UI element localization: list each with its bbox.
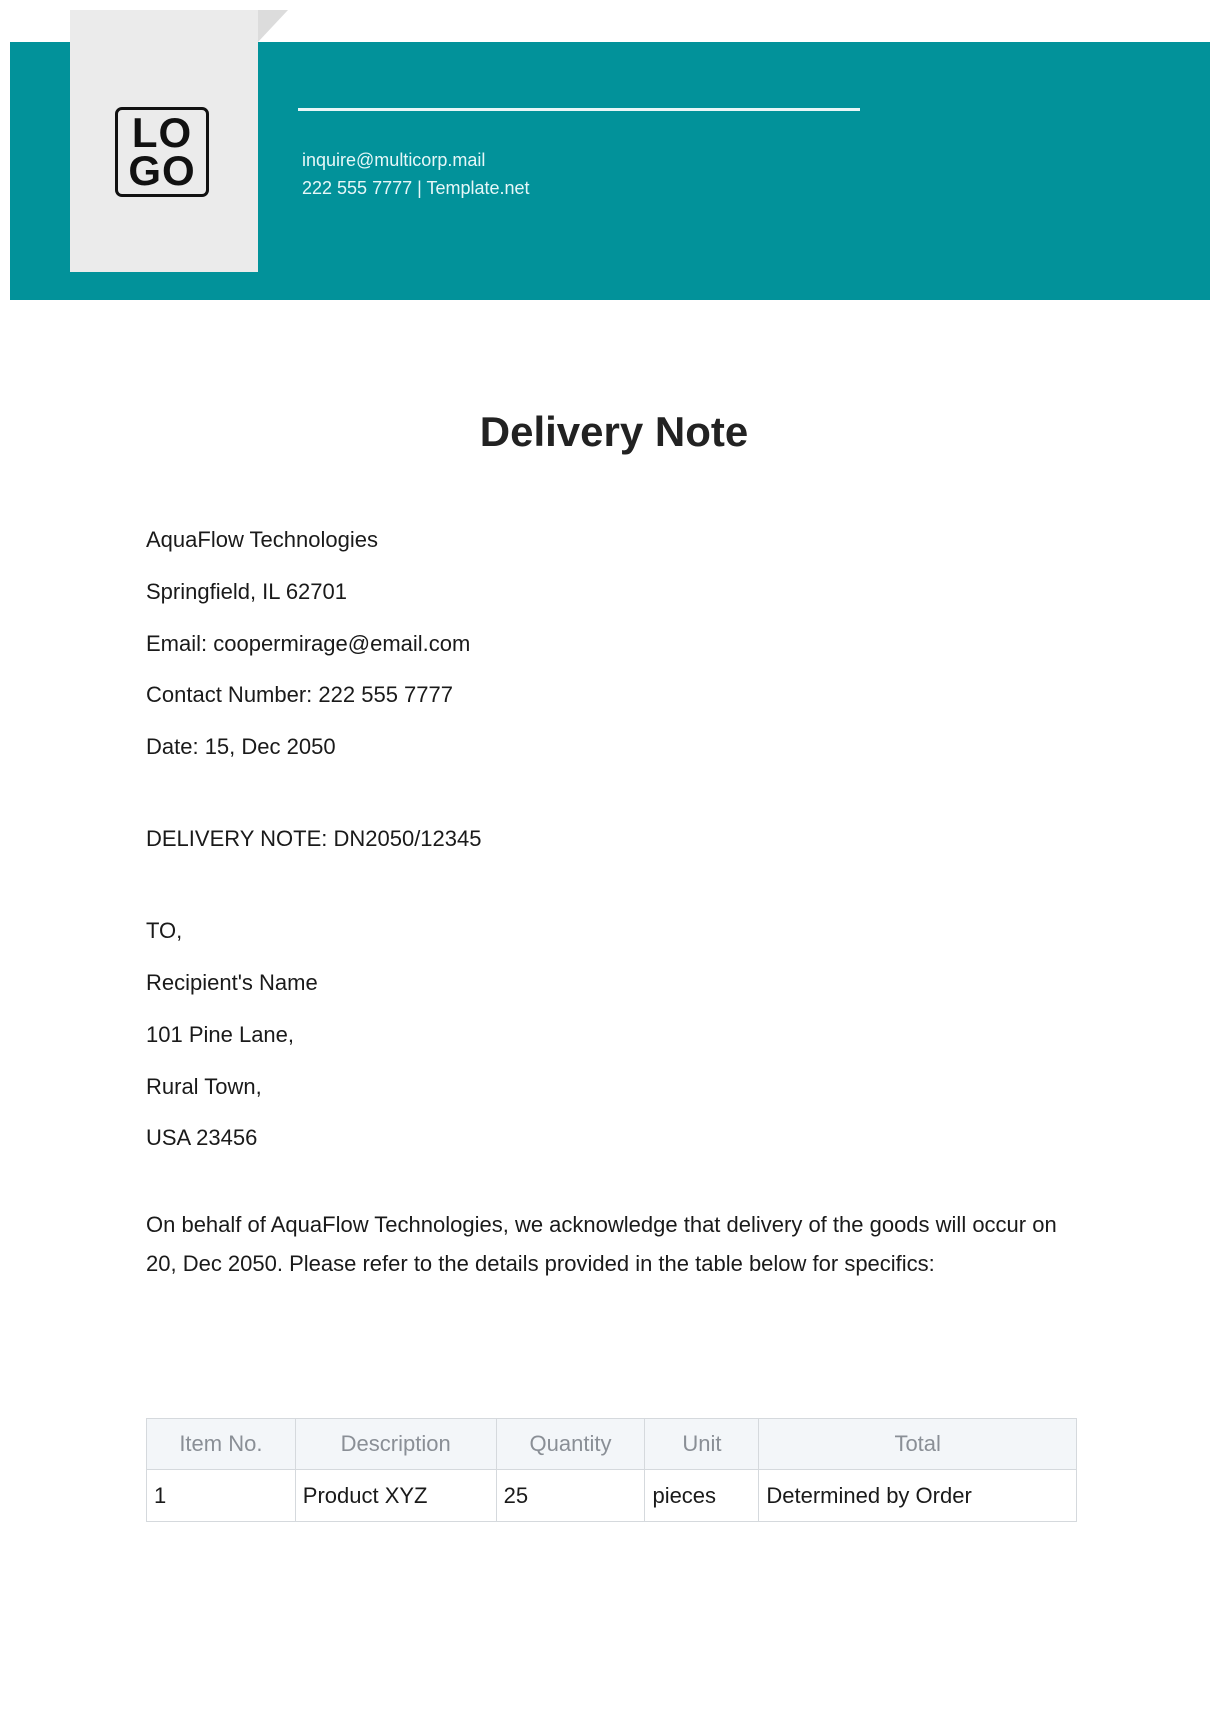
sender-contact: Contact Number: 222 555 7777 xyxy=(146,682,453,707)
logo-line-2: GO xyxy=(128,147,196,194)
header-description: Description xyxy=(295,1419,496,1470)
logo-line-1: LO xyxy=(131,109,193,156)
acknowledgement-paragraph: On behalf of AquaFlow Technologies, we acknowledge that delivery of the goods will occur on 20, Dec 2050. Please refer to the details provided in the table below for specifics: xyxy=(146,1212,1057,1276)
recipient-country: USA 23456 xyxy=(146,1125,258,1150)
page-title: Delivery Note xyxy=(479,408,749,455)
header-email: inquire@multicorp.mail xyxy=(302,150,486,170)
cell-description: Product XYZ xyxy=(295,1470,496,1522)
sender-city: Springfield, IL 62701 xyxy=(146,579,347,604)
recipient-street: 101 Pine Lane, xyxy=(146,1022,295,1047)
header-total: Total xyxy=(759,1419,1077,1470)
header-phone-site: 222 555 7777 | Template.net xyxy=(302,178,530,198)
logo xyxy=(115,107,209,197)
recipient-to: TO, xyxy=(146,918,183,943)
header-unit: Unit xyxy=(645,1419,759,1470)
items-table xyxy=(146,1418,1077,1522)
table-header-row xyxy=(147,1419,1077,1470)
cell-unit: pieces xyxy=(645,1470,759,1522)
cell-item-no: 1 xyxy=(147,1470,296,1522)
sender-email: Email: coopermirage@email.com xyxy=(146,631,471,656)
cell-quantity: 25 xyxy=(496,1470,645,1522)
logo-card-fold xyxy=(258,10,288,42)
delivery-note-number: DELIVERY NOTE: DN2050/12345 xyxy=(146,826,482,851)
cell-total: Determined by Order xyxy=(759,1470,1077,1522)
recipient-town: Rural Town, xyxy=(146,1074,262,1099)
header-quantity: Quantity xyxy=(496,1419,645,1470)
sender-date: Date: 15, Dec 2050 xyxy=(146,734,336,759)
sender-company: AquaFlow Technologies xyxy=(146,527,378,552)
recipient-name: Recipient's Name xyxy=(146,970,318,995)
header-divider xyxy=(298,108,860,111)
table-row xyxy=(147,1470,1077,1522)
header-contact xyxy=(302,146,530,202)
header-item-no: Item No. xyxy=(147,1419,296,1470)
